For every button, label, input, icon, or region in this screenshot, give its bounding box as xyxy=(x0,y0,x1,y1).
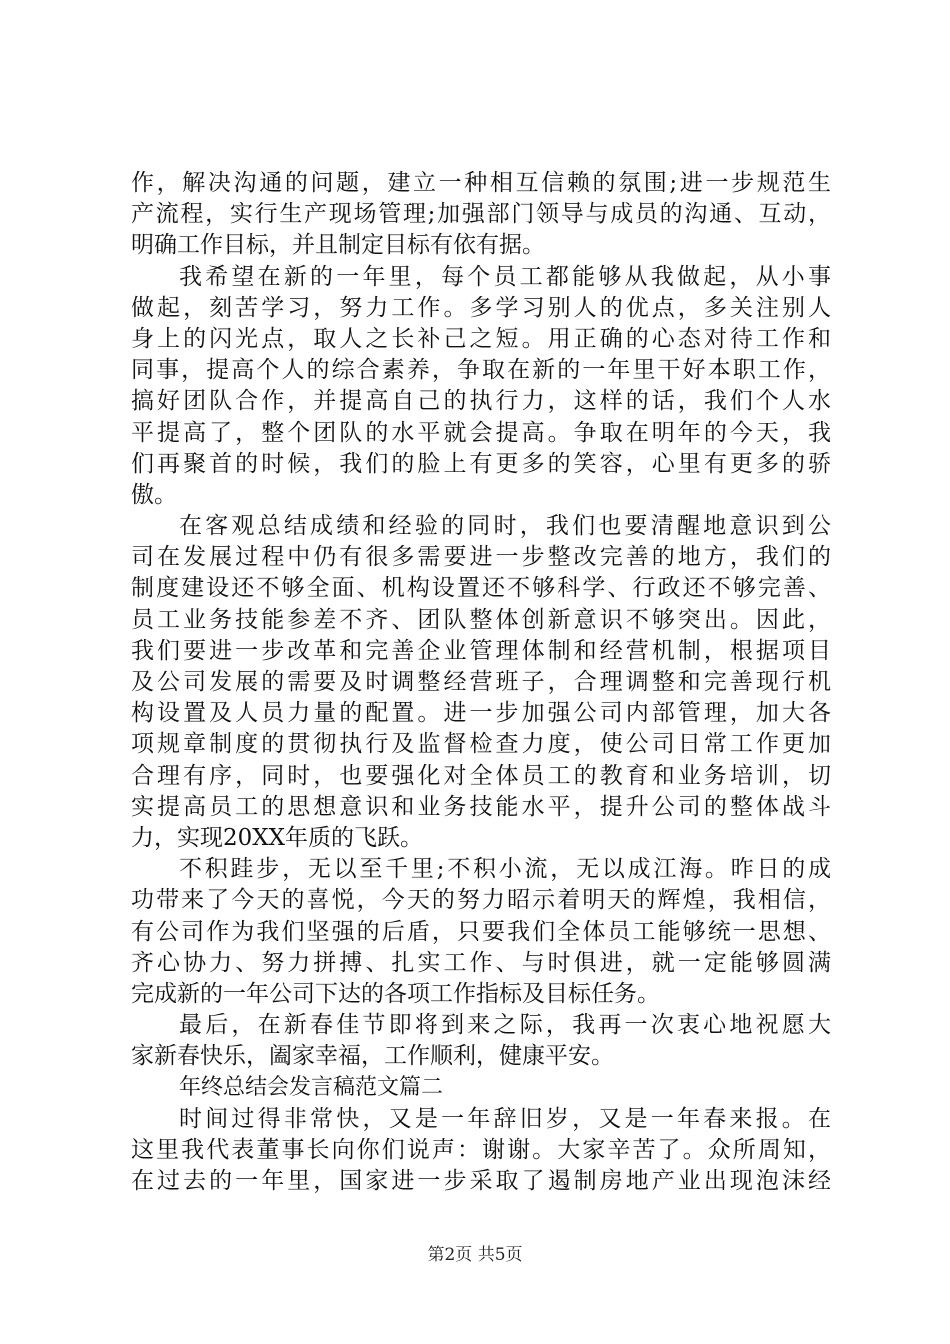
text-line: 有公司作为我们坚强的后盾，只要我们全体员工能够统一思想、 xyxy=(131,918,831,945)
section-heading: 年终总结会发言稿范文篇二 xyxy=(179,1075,444,1101)
text-line: 我们要进一步改革和完善企业管理体制和经营机制，根据项目 xyxy=(131,637,831,664)
text-line: 完成新的一年公司下达的各项工作指标及目标任务。 xyxy=(131,980,660,1007)
text-line: 身上的闪光点，取人之长补己之短。用正确的心态对待工作和 xyxy=(131,325,831,352)
text-line: 最后，在新春佳节即将到来之际，我再一次衷心地祝愿大 xyxy=(179,1012,831,1039)
text-line: 不积跬步，无以至千里;不积小流，无以成江海。昨日的成 xyxy=(179,856,831,883)
text-line: 产流程，实行生产现场管理;加强部门领导与成员的沟通、互动， xyxy=(131,201,831,228)
text-line: 作，解决沟通的问题，建立一种相互信赖的氛围;进一步规范生 xyxy=(131,170,831,196)
text-line: 功带来了今天的喜悦，今天的努力昭示着明天的辉煌，我相信， xyxy=(131,887,831,914)
text-line: 明确工作目标，并且制定目标有依有据。 xyxy=(131,232,545,259)
text-line: 及公司发展的需要及时调整经营班子，合理调整和完善现行机 xyxy=(131,669,831,695)
text-line: 司在发展过程中仍有很多需要进一步整改完善的地方，我们的 xyxy=(131,544,831,571)
text-line: 搞好团队合作，并提高自己的执行力，这样的话，我们个人水 xyxy=(131,388,831,415)
text-line: 做起，刻苦学习，努力工作。多学习别人的优点，多关注别人 xyxy=(131,294,831,321)
page-footer: 第2页 共5页 xyxy=(427,1245,523,1265)
text-line: 我希望在新的一年里，每个员工都能够从我做起，从小事 xyxy=(179,263,831,290)
text-line: 实提高员工的思想意识和业务技能水平，提升公司的整体战斗 xyxy=(131,793,831,820)
text-line: 这里我代表董事长向你们说声：谢谢。大家辛苦了。众所周知， xyxy=(131,1136,831,1163)
text-line: 力，实现20XX年质的飞跃。 xyxy=(131,824,424,851)
text-line: 员工业务技能参差不齐、团队整体创新意识不够突出。因此， xyxy=(131,606,831,633)
document-body xyxy=(131,168,831,1197)
text-line: 傲。 xyxy=(131,481,177,508)
text-line: 制度建设还不够全面、机构设置还不够科学、行政还不够完善、 xyxy=(131,575,831,602)
text-line: 家新春快乐，阖家幸福，工作顺利，健康平安。 xyxy=(131,1043,614,1070)
text-line: 时间过得非常快，又是一年辞旧岁，又是一年春来报。在 xyxy=(179,1105,831,1132)
text-line: 在客观总结成绩和经验的同时，我们也要清醒地意识到公 xyxy=(179,513,831,540)
text-line: 在过去的一年里，国家进一步采取了遏制房地产业出现泡沫经 xyxy=(131,1168,831,1194)
text-line: 齐心协力、努力拼搏、扎实工作、与时俱进，就一定能够圆满 xyxy=(131,949,831,976)
text-line: 合理有序，同时，也要强化对全体员工的教育和业务培训，切 xyxy=(131,762,831,789)
text-line: 同事，提高个人的综合素养，争取在新的一年里干好本职工作， xyxy=(131,357,831,384)
text-line: 们再聚首的时候，我们的脸上有更多的笑容，心里有更多的骄 xyxy=(131,450,831,477)
text-line: 平提高了，整个团队的水平就会提高。争取在明年的今天，我 xyxy=(131,419,831,446)
text-line: 构设置及人员力量的配置。进一步加强公司内部管理，加大各 xyxy=(131,700,831,727)
text-line: 项规章制度的贯彻执行及监督检查力度，使公司日常工作更加 xyxy=(131,731,831,758)
